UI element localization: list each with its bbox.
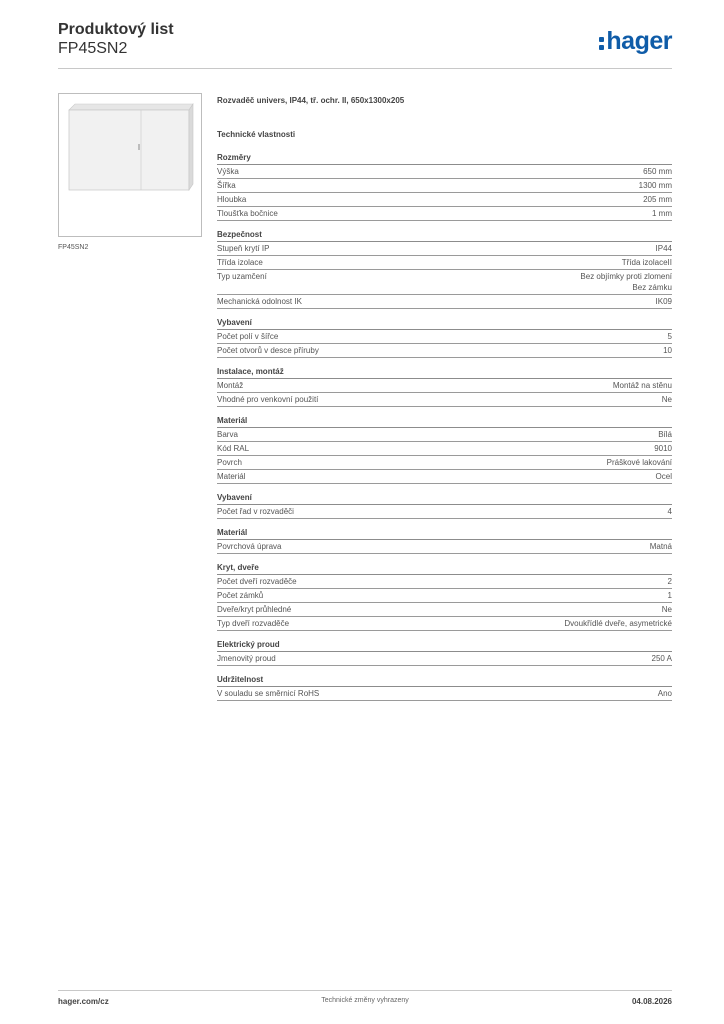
spec-value: [658, 688, 672, 699]
spec-row: [217, 379, 672, 393]
spec-value: [668, 590, 672, 601]
spec-label: Třída izolace: [217, 258, 263, 267]
spec-row: [217, 193, 672, 207]
spec-row: [217, 428, 672, 442]
spec-row: [217, 617, 672, 631]
spec-group-title: Bezpečnost: [217, 229, 672, 242]
hager-logo: hager: [599, 28, 672, 54]
spec-value: [656, 296, 672, 307]
spec-label: Hloubka: [217, 195, 247, 204]
spec-value: [656, 471, 672, 482]
spec-value: [668, 331, 672, 342]
spec-group: [217, 674, 672, 701]
spec-value-line: 250 A: [651, 654, 672, 663]
spec-row: [217, 442, 672, 456]
spec-value-line: IP44: [655, 244, 672, 253]
spec-group: [217, 317, 672, 358]
spec-value-line: 2: [667, 577, 672, 586]
spec-group-title: Instalace, montáž: [217, 366, 672, 379]
spec-value: [662, 394, 672, 405]
spec-value: [580, 271, 672, 293]
spec-label: Povrch: [217, 458, 242, 467]
spec-label: Typ dveří rozvaděče: [217, 619, 290, 628]
spec-value-line: 5: [667, 332, 672, 341]
spec-value-line: 1 mm: [652, 209, 672, 218]
spec-value: [658, 429, 672, 440]
spec-label: Počet dveří rozvaděče: [217, 577, 297, 586]
cabinet-illustration: [63, 100, 195, 192]
spec-group: [217, 415, 672, 484]
spec-value: [639, 180, 672, 191]
spec-value: [650, 541, 672, 552]
spec-value: [564, 618, 672, 629]
spec-group-title: Elektrický proud: [217, 639, 672, 652]
spec-label: Počet otvorů v desce příruby: [217, 346, 319, 355]
spec-group-title: Vybavení: [217, 317, 672, 330]
spec-group: [217, 562, 672, 631]
spec-label: Počet polí v šířce: [217, 332, 279, 341]
spec-value: [613, 380, 672, 391]
page-footer: [58, 997, 672, 1009]
spec-group: [217, 366, 672, 407]
spec-value: [643, 194, 672, 205]
spec-row: [217, 330, 672, 344]
spec-value-line: 1: [667, 591, 672, 600]
spec-group: [217, 527, 672, 554]
technical-heading: Technické vlastnosti: [217, 130, 296, 139]
product-code: FP45SN2: [58, 40, 128, 57]
spec-label: Vhodné pro venkovní použití: [217, 395, 319, 404]
spec-row: [217, 344, 672, 358]
spec-label: Typ uzamčení: [217, 272, 267, 281]
spec-value-line: Ne: [661, 605, 672, 614]
spec-value: [643, 166, 672, 177]
spec-row: [217, 393, 672, 407]
spec-label: Jmenovitý proud: [217, 654, 276, 663]
spec-label: Mechanická odolnost IK: [217, 297, 302, 306]
spec-value: [622, 257, 672, 268]
spec-value-line: 4: [667, 507, 672, 516]
spec-value: [668, 506, 672, 517]
spec-value: [652, 653, 672, 664]
spec-row: [217, 589, 672, 603]
spec-label: Barva: [217, 430, 238, 439]
spec-label: Dveře/kryt průhledné: [217, 605, 292, 614]
spec-value-line: 10: [663, 346, 672, 355]
spec-label: Stupeň krytí IP: [217, 244, 270, 253]
spec-group-title: Vybavení: [217, 492, 672, 505]
spec-value-line: 650 mm: [643, 167, 672, 176]
spec-value-line: Bez zámku: [632, 283, 672, 292]
spec-group-title: Rozměry: [217, 152, 672, 165]
spec-value: [652, 208, 672, 219]
footer-date: 04.08.2026: [631, 997, 672, 1006]
logo-colon-icon: [599, 33, 605, 51]
spec-label: Počet zámků: [217, 591, 264, 600]
footer-website: hager.com/cz: [58, 997, 109, 1006]
spec-label: V souladu se směrnicí RoHS: [217, 689, 320, 698]
spec-group-title: Kryt, dveře: [217, 562, 672, 575]
spec-row: [217, 165, 672, 179]
spec-value-line: Bez objímky proti zlomení: [580, 272, 672, 281]
spec-value-line: Práškové lakování: [606, 458, 672, 467]
spec-row: [217, 652, 672, 666]
spec-label: Montáž: [217, 381, 244, 390]
spec-group-title: Materiál: [217, 527, 672, 540]
spec-row: [217, 207, 672, 221]
spec-value-line: 9010: [654, 444, 672, 453]
spec-value: [668, 576, 672, 587]
spec-row: [217, 470, 672, 484]
spec-value: [656, 243, 672, 254]
spec-value-line: Montáž na stěnu: [612, 381, 672, 390]
image-caption: FP45SN2: [58, 244, 89, 251]
spec-label: Povrchová úprava: [217, 542, 282, 551]
spec-label: Tloušťka bočnice: [217, 209, 278, 218]
spec-row: [217, 242, 672, 256]
spec-value-line: 1300 mm: [638, 181, 672, 190]
spec-value: [654, 443, 672, 454]
spec-sheet: [217, 96, 672, 701]
footer-notice: Technické změny vyhrazeny: [321, 997, 409, 1004]
spec-value-line: Ano: [657, 689, 672, 698]
spec-group: [217, 152, 672, 221]
footer-divider: [58, 990, 672, 991]
spec-row: [217, 505, 672, 519]
spec-value-line: Ne: [661, 395, 672, 404]
spec-groups: [217, 152, 672, 701]
spec-value-line: Dvoukřídlé dveře, asymetrické: [564, 619, 672, 628]
spec-value-line: Matná: [649, 542, 672, 551]
spec-group: [217, 639, 672, 666]
spec-label: Kód RAL: [217, 444, 250, 453]
spec-row: [217, 179, 672, 193]
spec-row: [217, 575, 672, 589]
spec-value-line: Bílá: [658, 430, 672, 439]
spec-row: [217, 456, 672, 470]
spec-value: [607, 457, 672, 468]
spec-group-title: Udržitelnost: [217, 674, 672, 687]
product-description: Rozvaděč univers, IP44, tř. ochr. II, 650x1300x205: [217, 96, 405, 105]
spec-value-line: 205 mm: [643, 195, 672, 204]
spec-label: Šířka: [217, 181, 236, 190]
spec-value: [663, 345, 672, 356]
page-title: Produktový list: [58, 21, 174, 38]
spec-group-title: Materiál: [217, 415, 672, 428]
product-image: [58, 93, 202, 237]
spec-value-line: Ocel: [655, 472, 672, 481]
spec-label: Výška: [217, 167, 239, 176]
spec-row: [217, 540, 672, 554]
spec-row: [217, 603, 672, 617]
spec-row: [217, 295, 672, 309]
spec-value-line: Třída izolaceII: [621, 258, 672, 267]
spec-value-line: IK09: [655, 297, 672, 306]
spec-label: Počet řad v rozvaděči: [217, 507, 294, 516]
spec-row: [217, 687, 672, 701]
spec-group: [217, 492, 672, 519]
spec-value: [662, 604, 672, 615]
spec-row: [217, 256, 672, 270]
spec-row: [217, 270, 672, 295]
spec-group: [217, 229, 672, 309]
page-header: [58, 20, 672, 70]
header-divider: [58, 68, 672, 69]
spec-label: Materiál: [217, 472, 246, 481]
